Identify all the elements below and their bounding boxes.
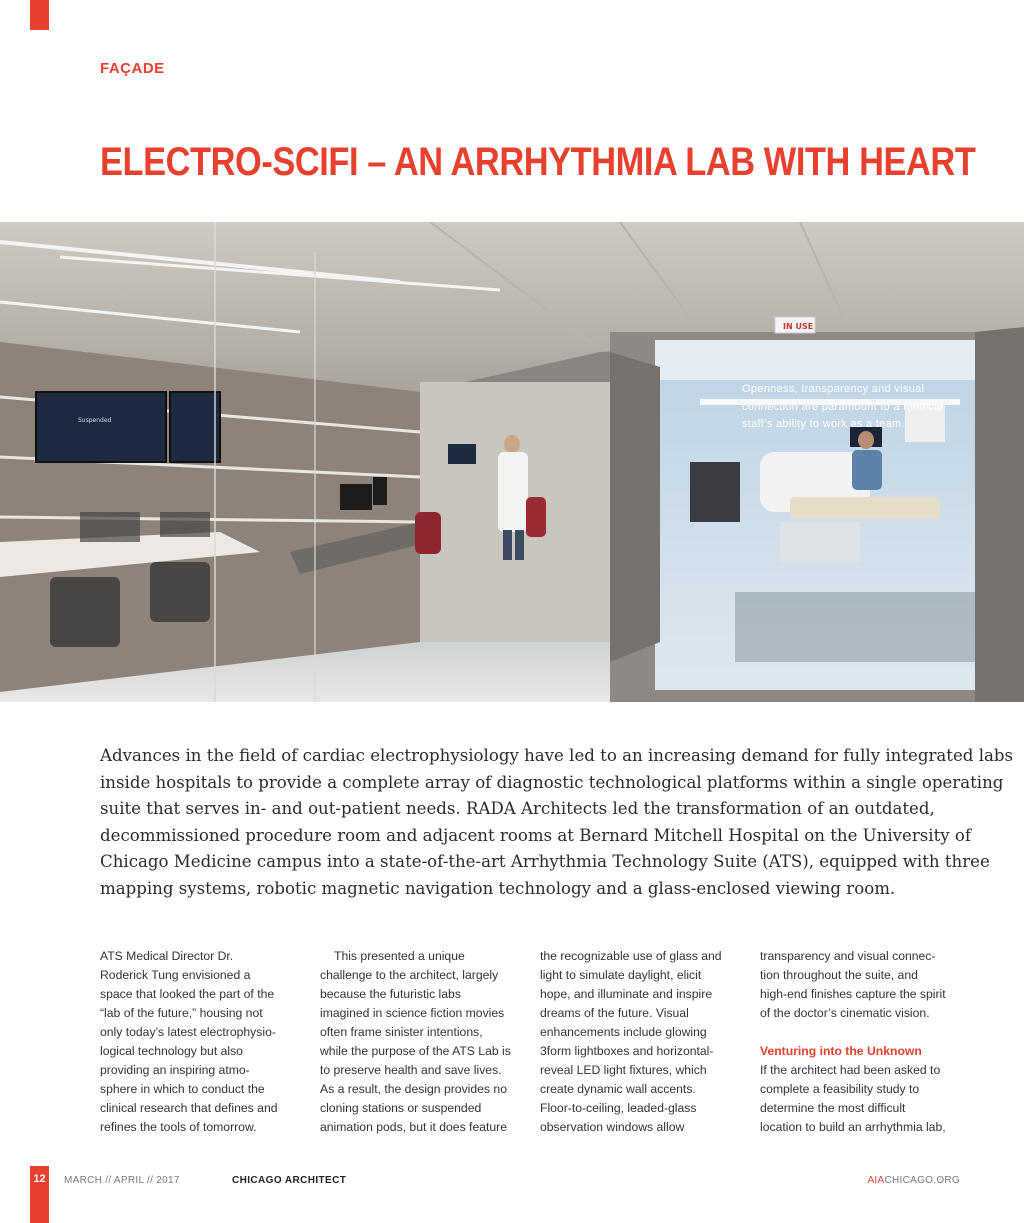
body-line: space that looked the part of the (100, 987, 275, 1001)
body-line: reveal LED light fixtures, which (540, 1063, 707, 1077)
body-line: 3form lightboxes and horizontal- (540, 1044, 714, 1058)
body-line: create dynamic wall accents. (540, 1082, 696, 1096)
subheading: Venturing into the Unknown (760, 1044, 922, 1058)
lead-line: decommissioned procedure room and adjacent rooms at Bernard Mitchell Hospital on the University of (100, 825, 972, 845)
lead-line: suite that serves in- and out-patient needs. RADA Architects led the transformation of an outdated, (100, 799, 935, 818)
body-column-3 (540, 947, 745, 1137)
body-line: the recognizable use of glass and (540, 949, 722, 963)
lead-line: mapping systems, robotic magnetic navigation technology and a glass-enclosed viewing room. (100, 878, 896, 898)
body-line: observation windows allow (540, 1120, 685, 1134)
monitor-text: Suspended (78, 417, 112, 424)
body-line: logical technology but also (100, 1044, 243, 1058)
body-line: As a result, the design provides no (320, 1082, 507, 1096)
lab-photo (0, 222, 1024, 702)
body-line: often frame sinister intentions, (320, 1025, 483, 1039)
body-line: tion throughout the suite, and (760, 968, 918, 982)
body-column-2 (320, 947, 525, 1137)
lab-photo-illustration (0, 222, 1024, 702)
body-line: high-end finishes capture the spirit (760, 987, 946, 1001)
body-line: This presented a unique (334, 949, 465, 963)
body-line: while the purpose of the ATS Lab is (320, 1044, 511, 1058)
publication-name: CHICAGO ARCHITECT (232, 1175, 347, 1186)
lead-line: Advances in the field of cardiac electrophysiology have led to an increasing demand for fully integrated labs (100, 746, 1014, 765)
body-line: imagined in science fiction movies (320, 1006, 505, 1020)
website-accent: AIA (867, 1175, 885, 1186)
lead-line: Chicago Medicine campus into a state-of-the-art Arrhythmia Technology Suite (ATS), equipped with three (100, 852, 990, 871)
issue-date: MARCH // APRIL // 2017 (64, 1175, 180, 1186)
body-line: cloning stations or suspended (320, 1101, 482, 1115)
body-line: light to simulate daylight, elicit (540, 968, 702, 982)
body-line: If the architect had been asked to (760, 1063, 941, 1077)
caption-line: Openness, transparency and visual (742, 383, 925, 395)
website-link[interactable] (867, 1175, 960, 1186)
body-line: clinical research that defines and (100, 1101, 278, 1115)
body-line: enhancements include glowing (540, 1025, 707, 1039)
body-line: ATS Medical Director Dr. (100, 949, 234, 963)
body-line: only today’s latest electrophysio- (100, 1025, 276, 1039)
photo-caption (742, 381, 962, 434)
caption-line: connection are paramount to a medical (742, 400, 944, 413)
body-line: transparency and visual connec- (760, 949, 936, 963)
body-line: to preserve health and save lives. (320, 1063, 502, 1077)
body-line: because the futuristic labs (320, 987, 461, 1001)
body-column-4 (760, 947, 965, 1137)
body-line: Floor-to-ceiling, leaded-glass (540, 1101, 697, 1115)
body-line: animation pods, but it does feature (320, 1120, 507, 1134)
caption-line: staff’s ability to work as a team. (742, 418, 905, 430)
body-line: determine the most difficult (760, 1101, 906, 1115)
top-accent-bar (30, 0, 49, 30)
body-line: location to build an arrhythmia lab, (760, 1120, 946, 1134)
lead-paragraph (100, 743, 1014, 902)
body-column-1 (100, 947, 305, 1137)
body-line: of the doctor’s cinematic vision. (760, 1006, 930, 1020)
body-line: dreams of the future. Visual (540, 1006, 689, 1020)
website-rest: CHICAGO.ORG (884, 1175, 960, 1186)
body-line: challenge to the architect, largely (320, 968, 499, 982)
body-line: refines the tools of tomorrow. (100, 1120, 257, 1134)
body-line: Roderick Tung envisioned a (100, 968, 251, 982)
body-line: hope, and illuminate and inspire (540, 987, 713, 1001)
body-line: complete a feasibility study to (760, 1082, 920, 1096)
body-line: providing an inspiring atmo- (100, 1063, 250, 1077)
page-number: 12 (33, 1173, 46, 1185)
body-line: “lab of the future,” housing not (100, 1006, 263, 1020)
lead-line: inside hospitals to provide a complete array of diagnostic technological platforms within a single operating (100, 772, 1004, 792)
section-label: FAÇADE (100, 60, 165, 77)
body-line: sphere in which to conduct the (100, 1082, 265, 1096)
in-use-sign: IN USE (783, 322, 814, 331)
article-headline: ELECTRO-SCIFI – AN ARRHYTHMIA LAB WITH HEART (100, 140, 976, 184)
